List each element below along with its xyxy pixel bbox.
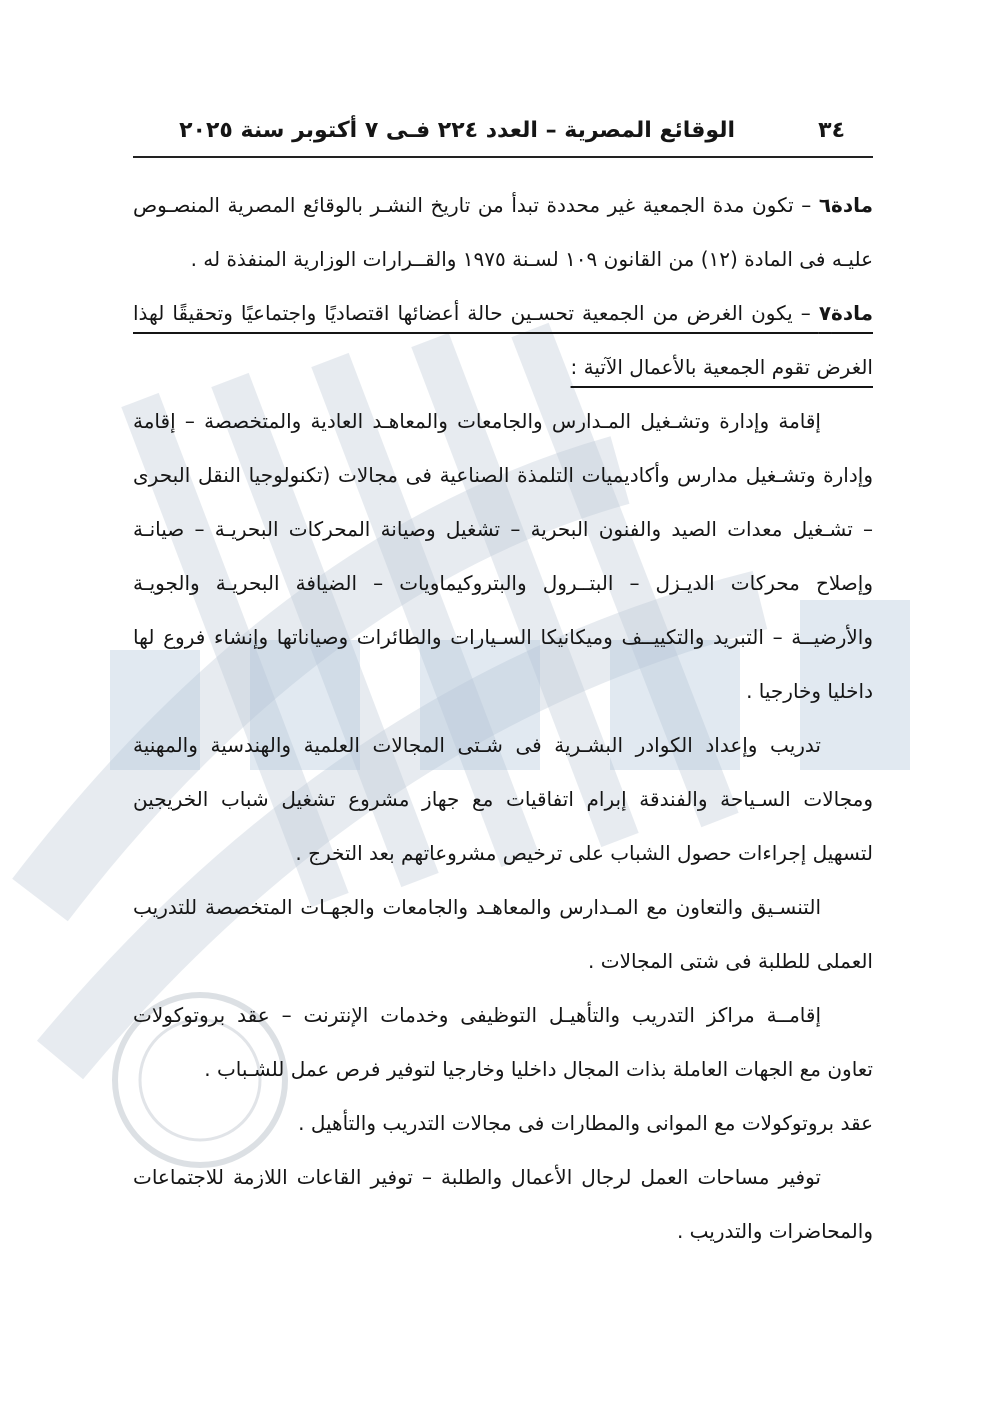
page-number: ٣٤ [818, 118, 845, 143]
article-7-text: – يكون الغرض من الجمعية تحسـين حالة أعضائها اقتصاديًا واجتماعيًا وتحقيقًا لهذا الغرض تقوم الجمعية بالأعمال الآتية : [133, 301, 873, 379]
article-7-label: مادة٧ [818, 301, 873, 325]
page-header [133, 108, 873, 158]
paragraph-5: عقد بروتوكولات مع الموانى والمطارات فى مجالات التدريب والتأهيل . [298, 1111, 873, 1135]
gazette-title: الوقائع المصرية – العدد ٢٢٤ فـى ٧ أكتوبر سنة ٢٠٢٥ [179, 118, 735, 143]
article-7 [133, 286, 873, 394]
article-6-text: – تكون مدة الجمعية غير محددة تبدأ من تاريخ النشـر بالوقائع المصرية المنصـوص عليـه فى المادة (١٢) من القانون ١٠٩ لسـنة ١٩٧٥ والقــرارات الوزارية المنفذة له . [133, 193, 873, 271]
article-6 [133, 178, 873, 286]
paragraph-4: إقامــة مراكز التدريب والتأهيـل التوظيفى وخدمات الإنترنت – عقد بروتوكولات تعاون مع الجهات العاملة بذات المجال داخليا وخارجيا لتوفير فرص عمل للشـباب . [133, 1003, 873, 1081]
paragraph-1: إقامة وإدارة وتشـغيل المـدارس والجامعات والمعاهـد العادية والمتخصصة – إقامة وإدارة وتشـغيل مدارس وأكاديميات التلمذة الصناعية فى مجالات (تكنولوجيا النقل البحرى – تشـغيل معدات الصيد والفنون البحرية – تشغيل وصيانة المحركات البحريـة – صيانـة وإصلاح محركات الديـزل – البتــرول والبتروكيماويات – الضيافة البحريـة والجويـة والأرضيــة – التبريد والتكييــف وميكانيكا السـيارات والطائرات وصياناتها وإنشاء فروع لها داخليا وخارجيا . [133, 409, 873, 703]
paragraph-2: تدريب وإعداد الكوادر البشـرية فى شـتى المجالات العلمية والهندسية والمهنية ومجالات السـياحة والفندقة إبرام اتفاقيات مع جهاز مشروع تشغيل شباب الخريجين لتسهيل إجراءات حصول الشباب على ترخيص مشروعاتهم بعد التخرج . [133, 733, 873, 865]
document-body [133, 178, 873, 1258]
article-6-label: مادة٦ [818, 193, 873, 217]
paragraph-3: التنسـيق والتعاون مع المـدارس والمعاهـد والجامعات والجهـات المتخصصة للتدريب العملى للطلبة فى شتى المجالات . [133, 895, 873, 973]
paragraph-6: توفير مساحات العمل لرجال الأعمال والطلبة – توفير القاعات اللازمة للاجتماعات والمحاضرات والتدريب . [133, 1165, 873, 1243]
